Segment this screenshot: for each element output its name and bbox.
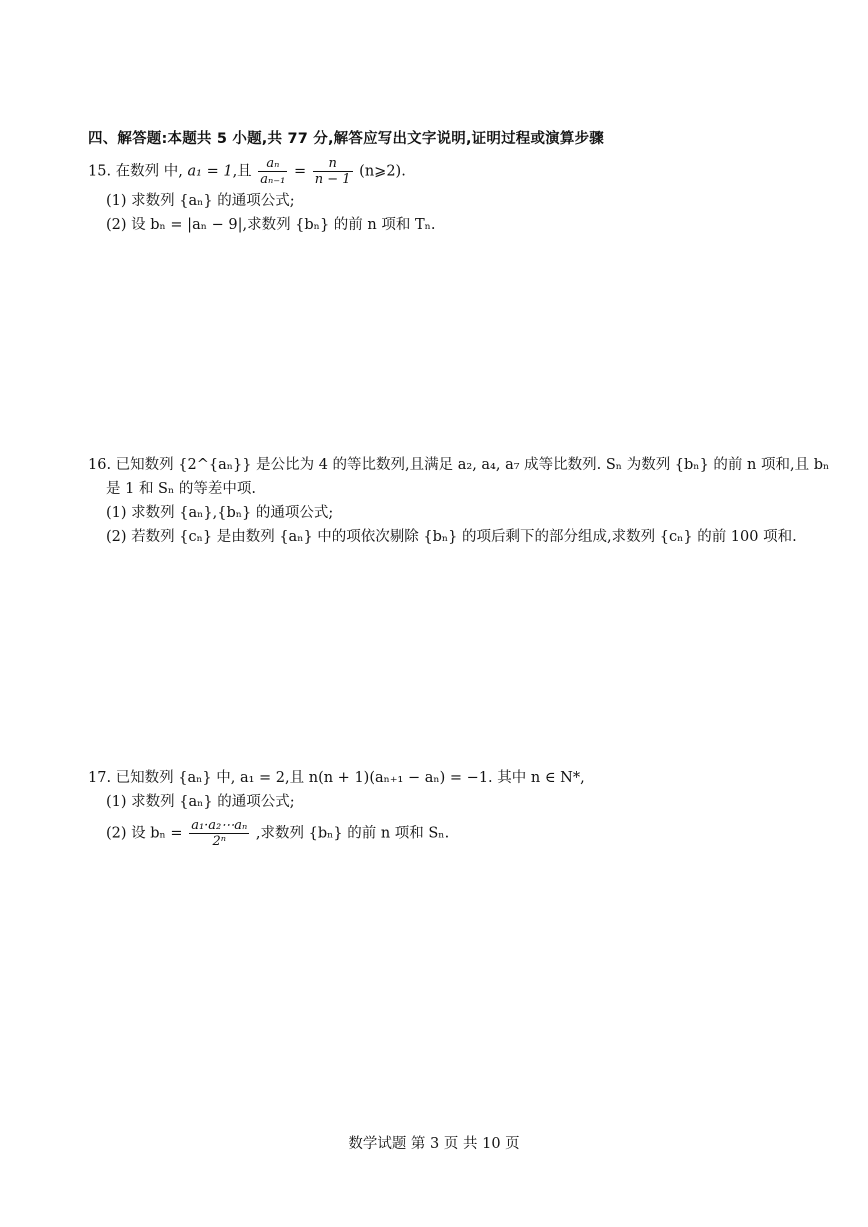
q15-stem: 15. 在数列 中, a₁ = 1,且 $\frac{\text{aₙ}}{\text{aₙ₋₁}}$ = $\frac{n}{n - 1}$ (n⩾2). (88, 156, 406, 187)
q15-number: 15. (88, 163, 112, 180)
q15-fraction-left: $\frac{\text{aₙ}}{\text{aₙ₋₁}}$ (260, 156, 286, 187)
page-footer: 数学试题 第 3 页 共 10 页 (348, 1136, 520, 1152)
q16-part-1: (1) 求数列 {aₙ},{bₙ} 的通项公式; (106, 505, 334, 521)
q17-stem: 17. 已知数列 {aₙ} 中, a₁ = 2,且 n(n + 1)(aₙ₊₁ − aₙ) = −1. 其中 n ∈ N*, (88, 770, 585, 786)
q17-part-2: (2) 设 bₙ = $\frac{\text{a₁·a₂⋯aₙ}}{\text{2ⁿ}}$ ,求数列 {bₙ} 的前 n 项和 Sₙ. (106, 818, 450, 849)
q17-fraction: $\frac{\text{a₁·a₂⋯aₙ}}{\text{2ⁿ}}$ (191, 818, 248, 849)
q16-part-2: (2) 若数列 {cₙ} 是由数列 {aₙ} 中的项依次剔除 {bₙ} 的项后剩下的部分组成,求数列 {cₙ} 的前 100 项和. (106, 529, 797, 545)
q16-stem-line-1: 16. 已知数列 {2^{aₙ}} 是公比为 4 的等比数列,且满足 a₂, a₄, a₇ 成等比数列. Sₙ 为数列 {bₙ} 的前 n 项和,且 bₙ (88, 457, 830, 473)
q15-fraction-right: $\frac{n}{n - 1}$ (314, 156, 351, 187)
q15-part-1: (1) 求数列 {aₙ} 的通项公式; (106, 193, 295, 209)
q17-part-1: (1) 求数列 {aₙ} 的通项公式; (106, 794, 295, 810)
q15-condition: (n⩾2). (359, 163, 406, 180)
q16-stem-line-2: 是 1 和 Sₙ 的等差中项. (106, 481, 256, 497)
section-heading: 四、解答题:本题共 5 小题,共 77 分,解答应写出文字说明,证明过程或演算步骤 (88, 131, 604, 147)
q15-part-2: (2) 设 bₙ = |aₙ − 9|,求数列 {bₙ} 的前 n 项和 Tₙ. (106, 217, 436, 233)
q15-initial-term: a₁ = 1 (187, 163, 233, 180)
